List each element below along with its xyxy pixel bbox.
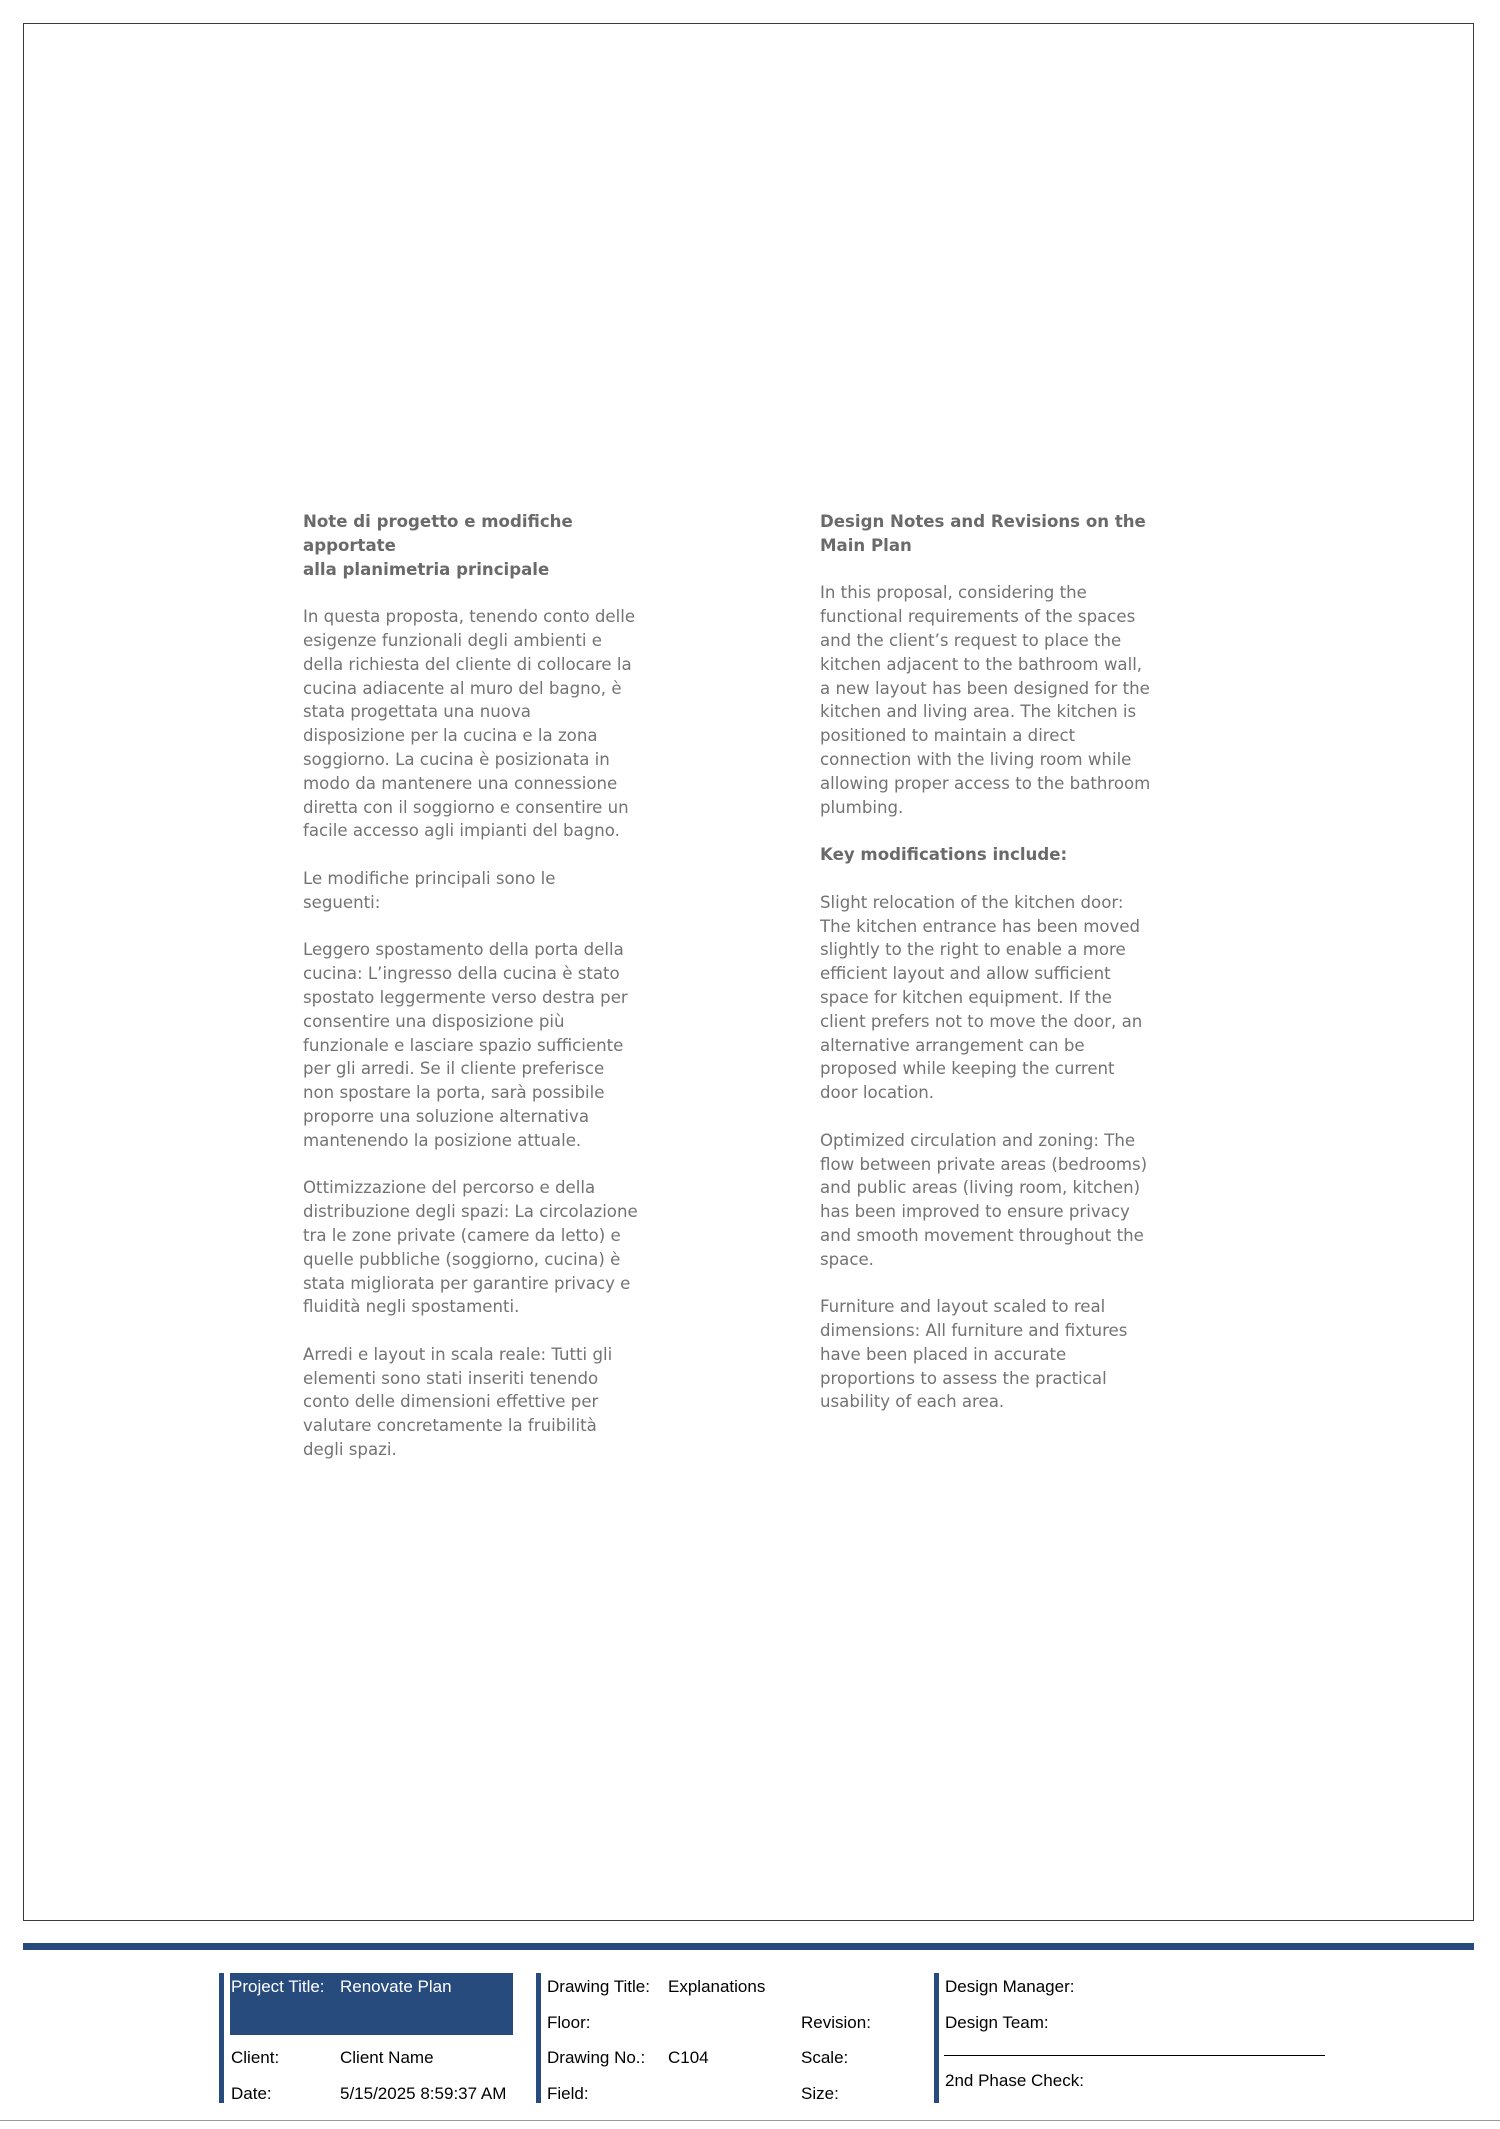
phase-check-label: 2nd Phase Check: [945,2071,1084,2090]
english-notes-column [820,510,1155,1438]
italian-title-line-2: alla planimetria principale [303,559,550,579]
revision-label: Revision: [801,2013,871,2032]
title-block-top-rule [23,1943,1474,1950]
client-label: Client: [231,2048,280,2067]
italian-item-2: Ottimizzazione del percorso e della distribuzione degli spazi: La circolazione tra le zone private (camere da letto) e quelle pubbliche (soggiorno, cucina) è stata migliorata per garantire privacy e fluidità negli spostamenti. [303,1178,638,1317]
field-label: Field: [547,2084,589,2103]
date-label: Date: [231,2084,272,2103]
italian-notes-column [303,510,638,1486]
english-intro: In this proposal, considering the functional requirements of the spaces and the client’s request to place the kitchen adjacent to the bathroom wall, a new layout has been designed for the kitchen and living area. The kitchen is positioned to maintain a direct connection with the living room while allowing proper access to the bathroom plumbing. [820,583,1151,817]
floor-label: Floor: [547,2013,591,2032]
title-block-divider-3 [934,1973,939,2103]
italian-title [303,510,638,581]
english-item-3: Furniture and layout scaled to real dimensions: All furniture and fixtures have been placed in accurate proportions to assess the practical usability of each area. [820,1297,1128,1412]
page-bottom-line [0,2120,1500,2121]
phase-check-separator [944,2055,1325,2056]
drawing-title-value: Explanations [668,1977,766,1996]
english-mods-heading: Key modifications include: [820,845,1068,865]
english-title [820,510,1155,558]
client-value: Client Name [340,2048,434,2067]
italian-mods-heading: Le modifiche principali sono le seguenti: [303,868,556,912]
design-team-label: Design Team: [945,2013,1049,2032]
english-title-line-2: Main Plan [820,535,912,555]
italian-intro: In questa proposta, tenendo conto delle esigenze funzionali degli ambienti e della richiesta del cliente di collocare la cucina adiacente al muro del bagno, è stata progettata una nuova disposizione per la cucina e la zona soggiorno. La cucina è posizionata in modo da mantenere una connessione diretta con il soggiorno e consentire un facile accesso agli impianti del bagno. [303,607,636,841]
project-title-label: Project Title: [231,1977,325,1996]
italian-item-3: Arredi e layout in scala reale: Tutti gli elementi sono stati inseriti tenendo conto delle dimensioni effettive per valutare concretamente la fruibilità degli spazi. [303,1344,613,1460]
italian-item-1: Leggero spostamento della porta della cucina: L’ingresso della cucina è stato spostato leggermente verso destra per consentire una disposizione più funzionale e lasciare spazio sufficiente per gli arredi. Se il cliente preferisce non spostare la porta, sarà possibile proporre una soluzione alternativa mantenendo la posizione attuale. [303,940,628,1150]
project-title-value: Renovate Plan [340,1977,452,1996]
title-block-divider-2 [536,1973,541,2103]
drawing-title-label: Drawing Title: [547,1977,650,1996]
drawing-frame [23,23,1474,1921]
english-item-2: Optimized circulation and zoning: The flow between private areas (bedrooms) and public areas (living room, kitchen) has been improved to ensure privacy and smooth movement throughout the space. [820,1130,1148,1269]
size-label: Size: [801,2084,839,2103]
drawing-no-value: C104 [668,2048,709,2067]
design-manager-label: Design Manager: [945,1977,1075,1996]
date-value: 5/15/2025 8:59:37 AM [340,2084,507,2103]
english-title-line-1: Design Notes and Revisions on the [820,512,1146,531]
italian-title-line-1: Note di progetto e modifiche apportate [303,512,573,555]
title-block-divider-1 [219,1973,224,2103]
drawing-no-label: Drawing No.: [547,2048,646,2067]
english-item-1: Slight relocation of the kitchen door: The kitchen entrance has been moved slightly to the right to enable a more efficient layout and allow sufficient space for kitchen equipment. If the client prefers not to move the door, an alternative arrangement can be proposed while keeping the current door location. [820,892,1143,1103]
scale-label: Scale: [801,2048,849,2067]
